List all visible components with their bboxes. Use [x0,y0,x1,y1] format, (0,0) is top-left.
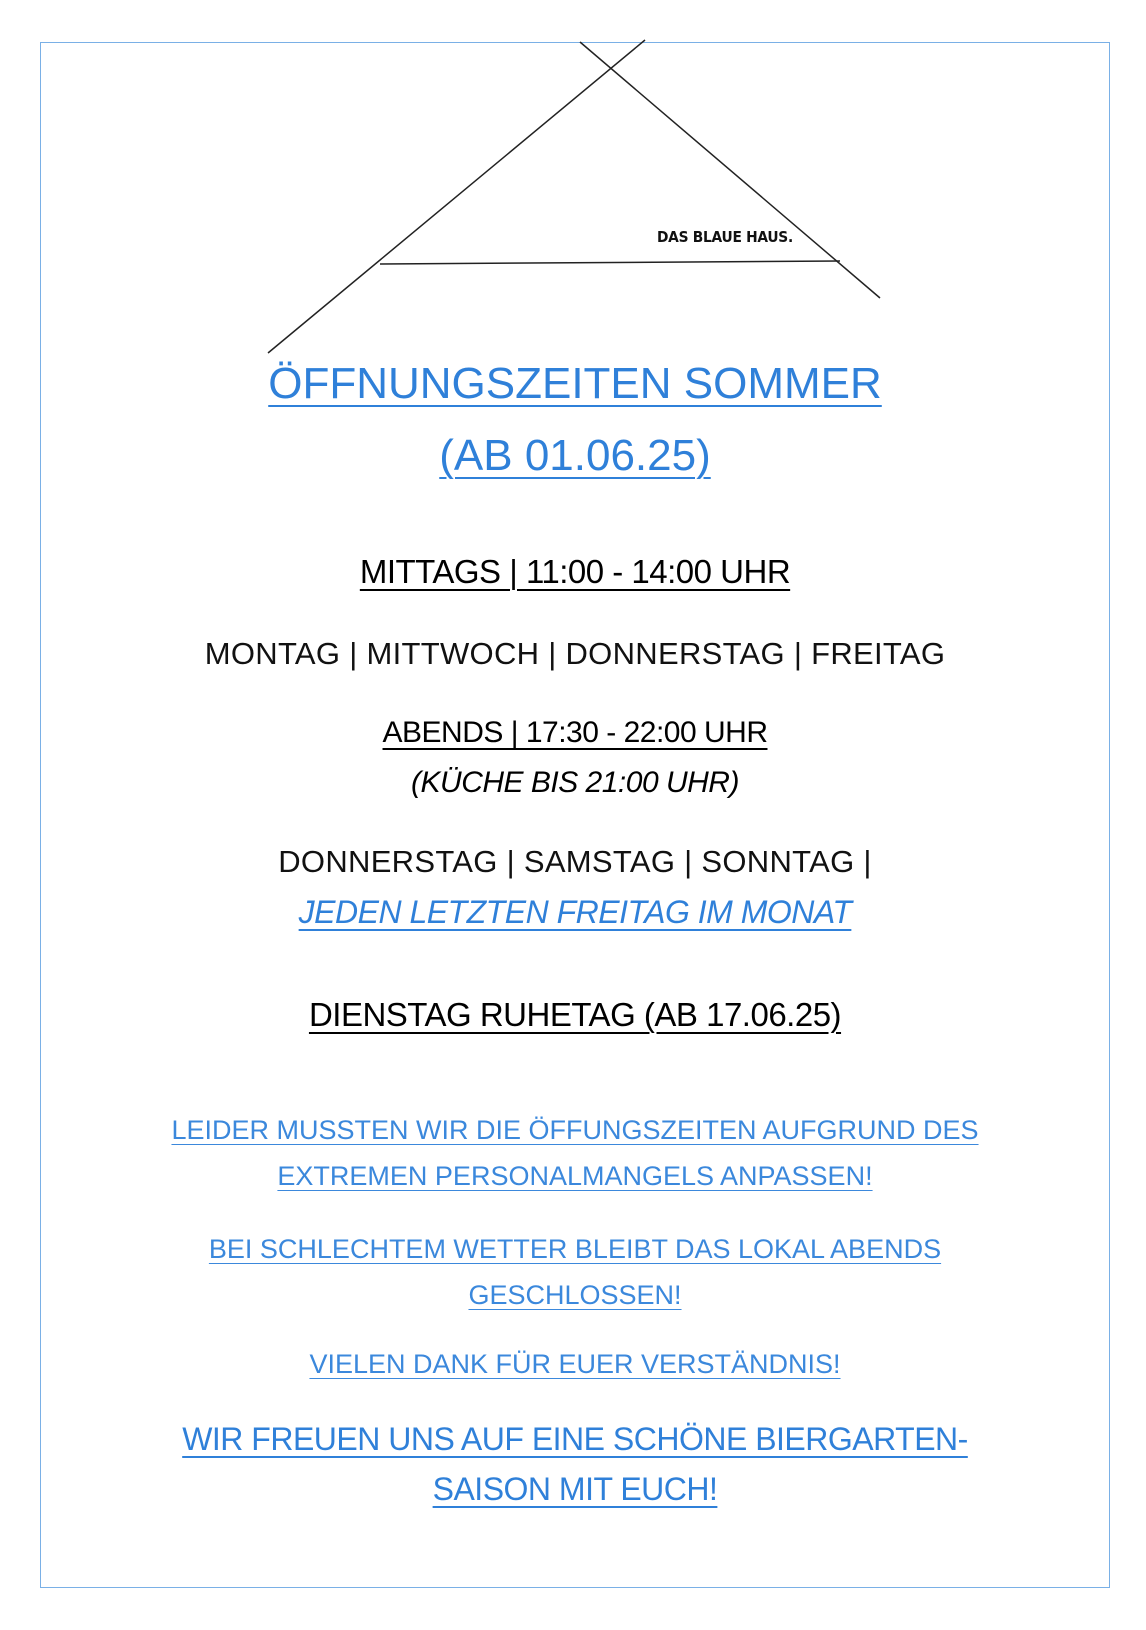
evening-heading: ABENDS | 17:30 - 22:00 UHR [382,716,768,749]
evening-extra-row [40,894,1110,931]
evening-heading-row [40,716,1110,750]
evening-days: DONNERSTAG | SAMSTAG | SONNTAG | [278,844,872,879]
thanks-notice [40,1341,1110,1387]
weather-notice-line-2: GESCHLOSSEN! [468,1280,682,1310]
closing-line-2: SAISON MIT EUCH! [432,1471,718,1507]
evening-extra-day: JEDEN LETZTEN FREITAG IM MONAT [298,894,852,930]
title-line-1: ÖFFNUNGSZEITEN SOMMER [268,359,882,408]
weather-notice-line-1: BEI SCHLECHTEM WETTER BLEIBT DAS LOKAL ABENDS [208,1234,942,1264]
thanks-text: VIELEN DANK FÜR EUER VERSTÄNDNIS! [309,1349,841,1379]
staff-notice-line-2: EXTREMEN PERSONALMANGELS ANPASSEN! [277,1161,873,1191]
closed-day-row [40,996,1110,1034]
kitchen-note: (KÜCHE BIS 21:00 UHR) [411,766,739,799]
weather-notice [40,1226,1110,1318]
closing-line-1: WIR FREUEN UNS AUF EINE SCHÖNE BIERGARTEN- [182,1421,968,1457]
lunch-heading: MITTAGS | 11:00 - 14:00 UHR [359,553,791,590]
title-line-2: (AB 01.06.25) [439,431,711,480]
staff-notice-line-1: LEIDER MUSSTEN WIR DIE ÖFFUNGSZEITEN AUFGRUND DES [171,1115,979,1145]
house-roof-logo-icon [0,0,1146,400]
lunch-days: MONTAG | MITTWOCH | DONNERSTAG | FREITAG [204,636,946,671]
page-title [40,348,1110,492]
closed-day: DIENSTAG RUHETAG (AB 17.06.25) [308,996,842,1033]
staff-notice [40,1107,1110,1199]
closing-message [40,1414,1110,1514]
logo-wordmark: DAS BLAUE HAUS. [657,228,793,246]
lunch-heading-row [40,553,1110,591]
